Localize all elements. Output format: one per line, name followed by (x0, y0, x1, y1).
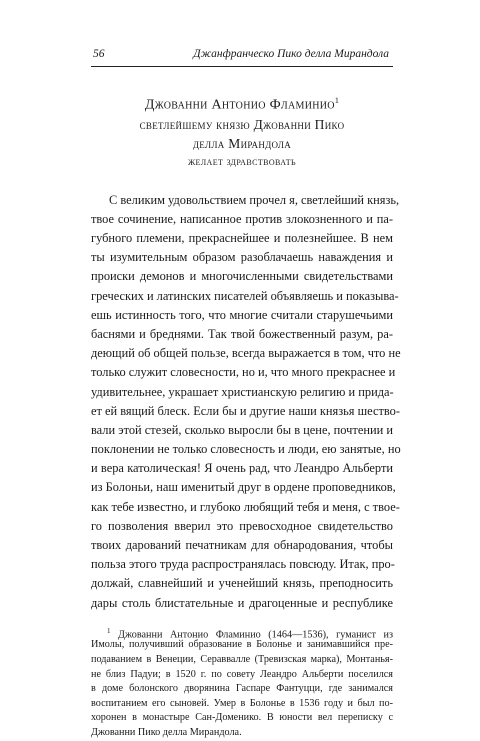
body-line: дары столь блистательные и драгоценные и республике (91, 595, 393, 610)
footnote (91, 624, 393, 741)
body-line: го позволения вверил это превосходное свидетельство (91, 518, 393, 533)
letter-body (91, 191, 401, 613)
body-line: из Болоньи, наш именитый друг в ордене проповедников, (91, 480, 396, 495)
body-line: удивительнее, украшает христианскую религию и прида- (91, 384, 394, 399)
body-line: происки демонов и многочисленными свидетельствами (91, 269, 393, 284)
body-line: греческих и латинских писателей объявляешь и показыва- (91, 288, 399, 303)
footnote-line: воспитанием его сыновей. Умер в Болонье в 1536 году и был по- (91, 697, 393, 709)
letter-heading (91, 91, 393, 172)
body-line: только служит словесности, но и, что много прекраснее и (91, 365, 396, 380)
body-line: твоих дарований печатникам для обнародования, чтобы (91, 538, 393, 553)
body-line: поклонении не только словесность и люди, ею занятые, но (91, 442, 401, 457)
heading-line-greeting: желает здравствовать (187, 155, 297, 168)
body-line: и вера католическая! Я очень рад, что Леандро Альберти (91, 461, 393, 476)
body-line: деющий об общей пользе, всегда выражается в том, что не (91, 346, 401, 361)
body-line: должай, славнейший и ученейший князь, преподносить (91, 576, 393, 591)
heading-author-name: Джованни Антонио Фламинио (144, 97, 335, 113)
body-line: польза этого труда распространялась повсюду. Итак, про- (91, 557, 395, 572)
footnote-line: хоронен в монастыре Сан-Доменико. В юности вел переписку с (91, 712, 393, 724)
footnote-line: в доме болонского дворянина Гаспаре Фантуцци, где занимался (91, 683, 393, 695)
body-line: баснями и бреднями. Так твой божественный разум, ра- (91, 326, 393, 341)
footnote-number: 1 (107, 626, 111, 635)
footnote-line: подаванием в Венеции, Сераввалле (Тревизская марка), Монтанья- (91, 653, 393, 665)
footnote-line: не близ Падуи; в 1520 г. по совету Леандро Альберти поселился (91, 668, 393, 680)
footnote-line: Имолы, получивший образование в Болонье и занимавшийся пре- (91, 639, 393, 651)
body-line: ты изумительным образом разоблачаешь наваждения и (91, 250, 393, 265)
footnote-line: Джованни Пико делла Мирандола. (91, 726, 242, 738)
body-line: ешь истинность того, что многие считали старушечьими (91, 307, 393, 322)
heading-line-addressee: светлейшему князю Джованни Пико (139, 116, 345, 132)
book-page (91, 48, 401, 741)
footnote-line (91, 624, 393, 639)
heading-line-addressee-cont: делла Мирандола (192, 135, 292, 151)
running-head-title: Джанфранческо Пико делла Мирандола (193, 48, 389, 60)
body-line: вали этой стезей, сколько выросли бы в цене, почтении и (91, 422, 393, 437)
running-head (91, 48, 393, 67)
footnote-marker: 1 (334, 96, 340, 105)
page-number: 56 (93, 48, 105, 60)
footnote-text: Джованни Антонио Фламинио (1464—1536), гуманист из (118, 629, 393, 641)
body-line: ет ей вящий блеск. Если бы и другие наши князья шество- (91, 403, 400, 418)
body-line: С великим удовольствием прочел я, светлейший князь, (109, 192, 400, 207)
body-line: твое сочинение, написанное против злокозненного и па- (91, 211, 393, 226)
body-line: губного племени, прекраснейшее и полезнейшее. В нем (91, 231, 393, 246)
heading-line-author (91, 91, 393, 115)
body-line: как тебе известно, и глубоко любящий тебя и меня, с твое- (91, 499, 400, 514)
